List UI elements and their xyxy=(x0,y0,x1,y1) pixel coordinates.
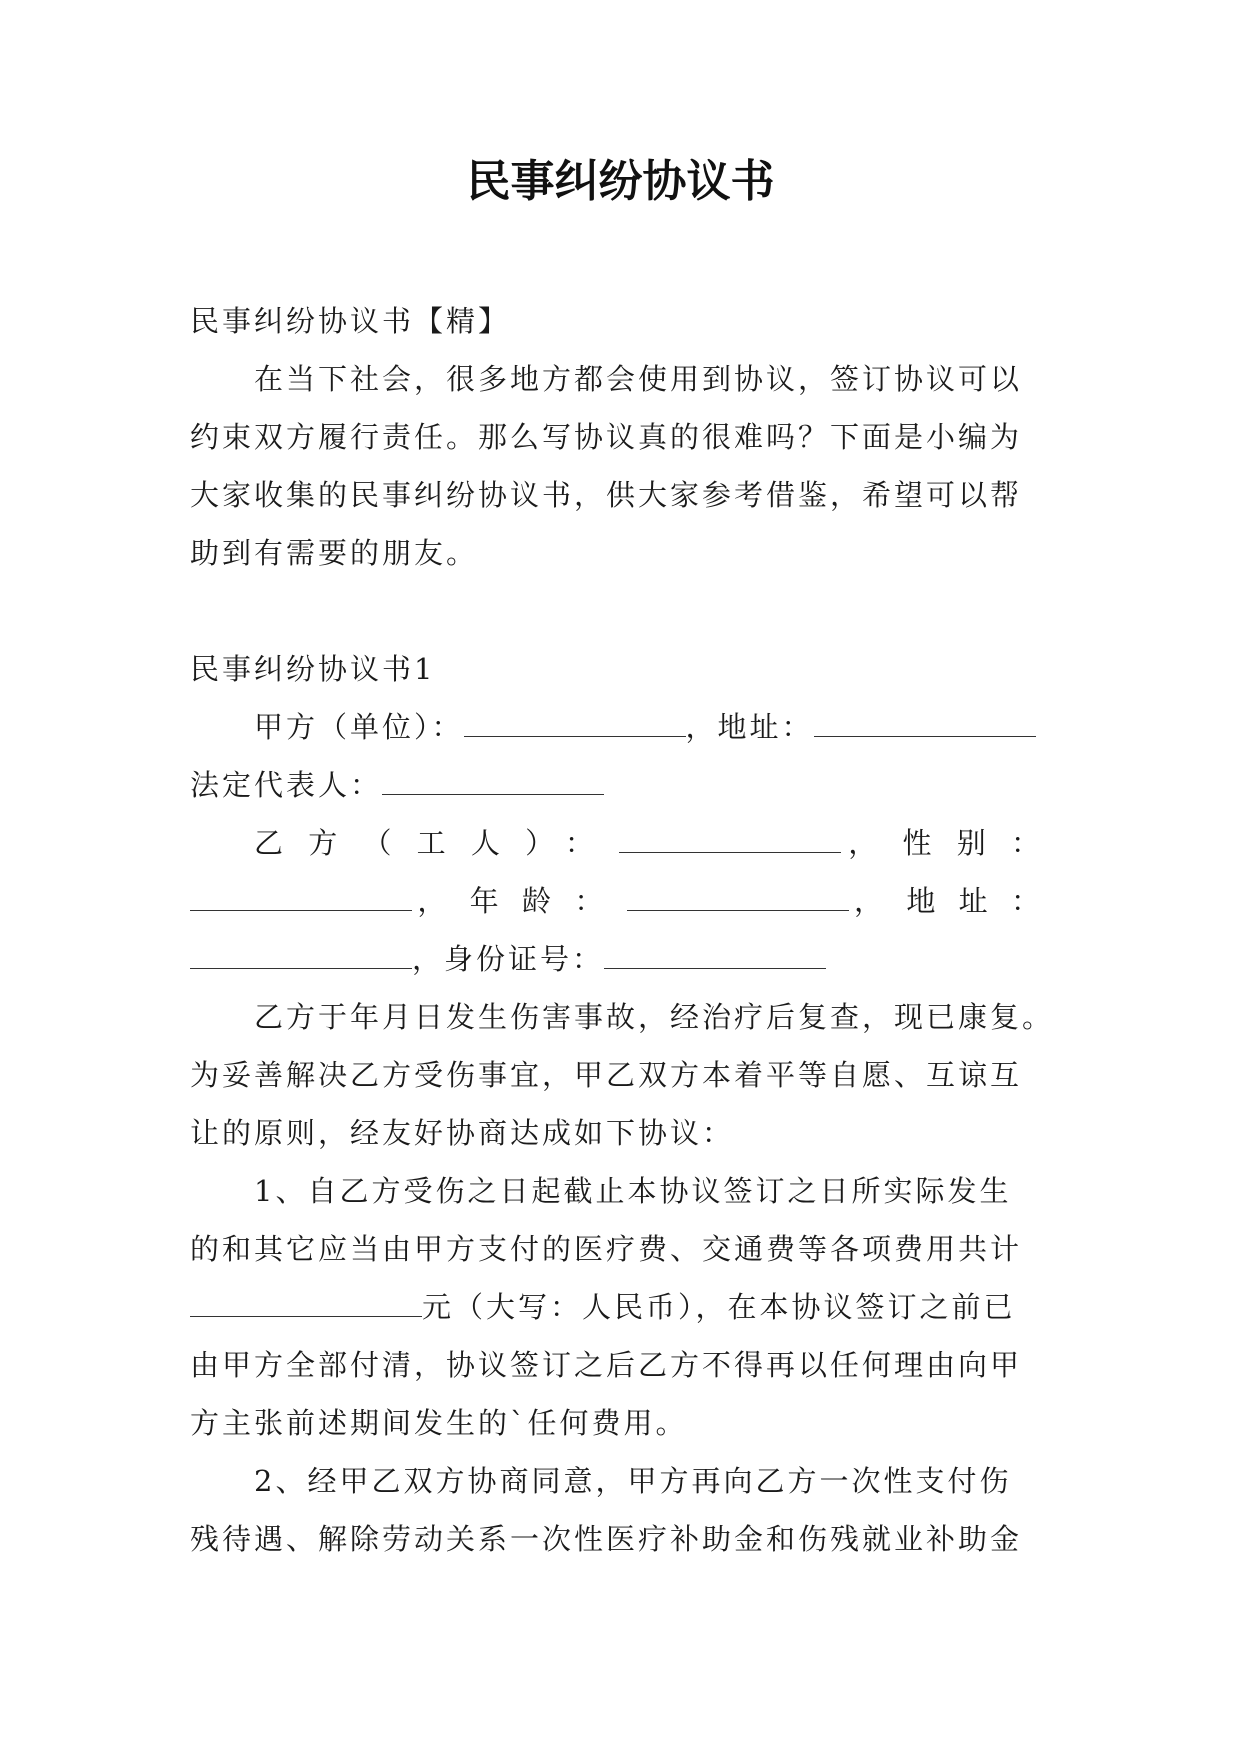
recital-line-3: 让的原则，经友好协商达成如下协议： xyxy=(190,1116,735,1150)
recital-line-1: 乙方于年月日发生伤害事故，经治疗后复查，现已康复。 xyxy=(254,1000,1055,1034)
intro-line-3: 大家收集的民事纠纷协议书，供大家参考借鉴，希望可以帮 xyxy=(190,478,1023,512)
clause2-line-2: 残待遇、解除劳动关系一次性医疗补助金和伤残就业补助金 xyxy=(190,1522,1023,1556)
party-b-id-label: ，身份证号： xyxy=(412,942,605,976)
intro-line-4: 助到有需要的朋友。 xyxy=(190,536,479,570)
clause2-line-1: 2、经甲乙双方协商同意，甲方再向乙方一次性支付伤 xyxy=(254,1464,1012,1498)
party-a-address-blank xyxy=(814,710,1036,737)
clause1-line-1: 1、自乙方受伤之日起截止本协议签订之日所实际发生 xyxy=(254,1174,1012,1208)
spacer xyxy=(190,582,1058,640)
clause1-line-2: 的和其它应当由甲方支付的医疗费、交通费等各项费用共计 xyxy=(190,1232,1023,1266)
intro-line-2: 约束双方履行责任。那么写协议真的很难吗？下面是小编为 xyxy=(190,420,1023,454)
clause1-line-3-text: 元（大写：人民币），在本协议签订之前已 xyxy=(422,1290,1016,1324)
party-a-name-blank xyxy=(464,710,686,737)
party-b-age-label: ，年龄： xyxy=(412,884,627,918)
section-heading: 民事纠纷协议书1 xyxy=(190,652,436,686)
party-b-label: 乙方（工人）： xyxy=(254,826,620,860)
party-b-gender-label: ，性别： xyxy=(841,826,1058,860)
party-b-address-blank xyxy=(190,942,412,969)
clause1-line-4: 由甲方全部付清，协议签订之后乙方不得再以任何理由向甲 xyxy=(190,1348,1023,1382)
clause1-line-5: 方主张前述期间发生的`任何费用。 xyxy=(190,1406,688,1440)
party-b-line-1 xyxy=(190,814,1058,872)
party-a-rep-blank xyxy=(382,768,604,795)
party-b-gender-blank xyxy=(190,884,412,911)
party-b-address-label: ，地址： xyxy=(848,884,1058,918)
document-subtitle: 民事纠纷协议书【精】 xyxy=(190,304,511,338)
party-b-age-blank xyxy=(627,884,849,911)
party-b-id-blank xyxy=(604,942,826,969)
party-a-address-label: ，地址： xyxy=(685,710,814,744)
party-a-rep-line xyxy=(190,756,1058,814)
clause1-line-3 xyxy=(190,1278,1058,1336)
clause1-amount-blank xyxy=(190,1290,422,1317)
party-a-line xyxy=(190,698,1058,756)
recital-line-2: 为妥善解决乙方受伤事宜，甲乙双方本着平等自愿、互谅互 xyxy=(190,1058,1023,1092)
party-a-rep-label: 法定代表人： xyxy=(190,768,383,802)
party-b-line-2 xyxy=(190,872,1058,930)
party-b-line-3 xyxy=(190,930,1058,988)
document-body xyxy=(190,292,1058,1568)
party-a-label: 甲方（单位）： xyxy=(254,710,464,744)
document-title: 民事纠纷协议书 xyxy=(466,156,775,207)
intro-line-1: 在当下社会，很多地方都会使用到协议，签订协议可以 xyxy=(254,362,1023,396)
party-b-name-blank xyxy=(619,826,841,853)
